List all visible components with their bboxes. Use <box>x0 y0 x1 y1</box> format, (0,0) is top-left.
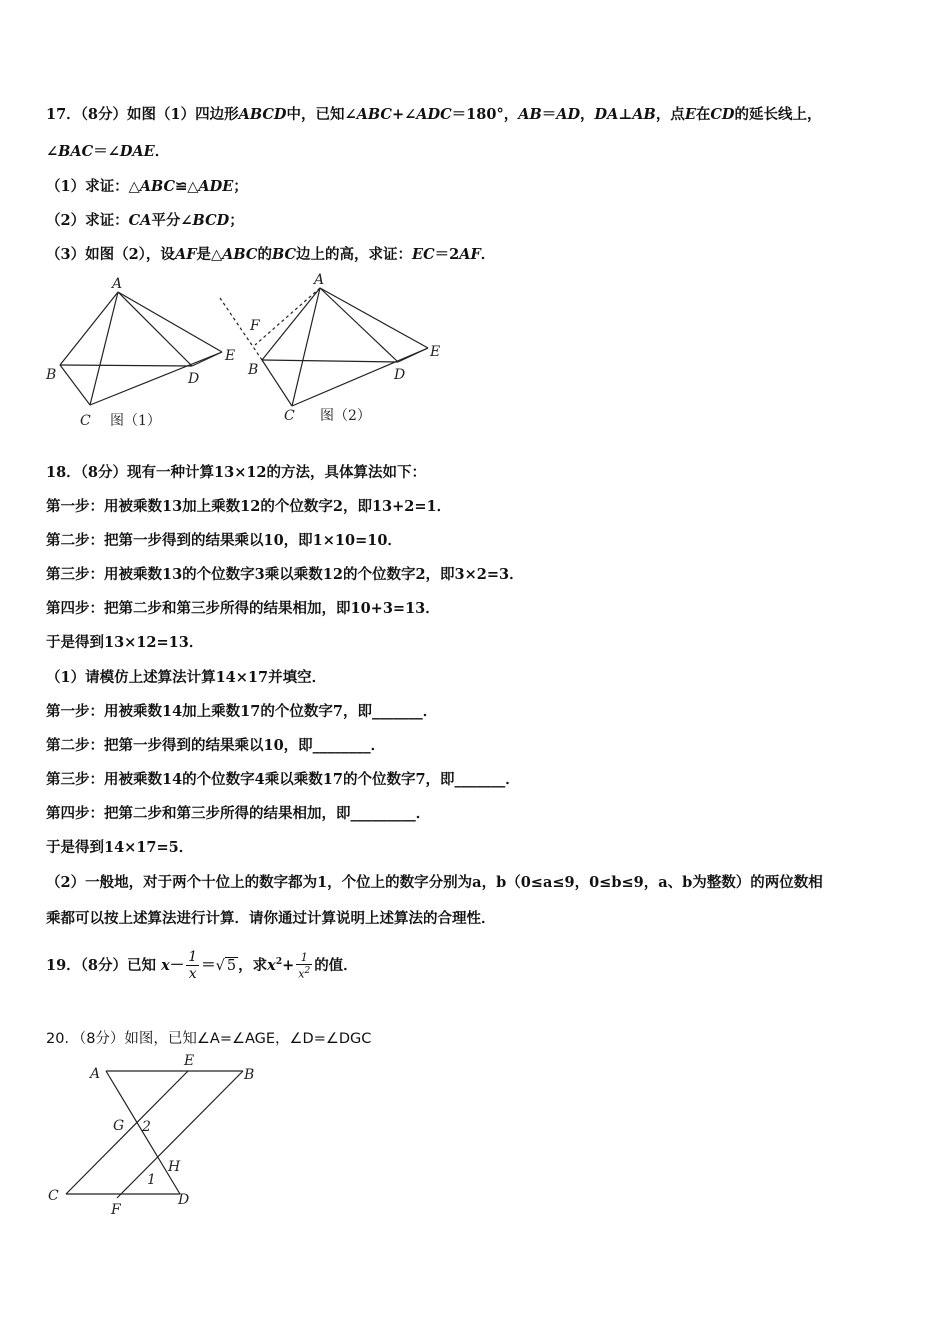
q18-step4: 第四步：把第二步和第三步所得的结果相加，即10+3=13． <box>46 600 440 617</box>
text: 在 <box>695 106 711 123</box>
q18-result: 于是得到13×12=13． <box>46 634 204 651</box>
label-d: D <box>394 367 406 383</box>
q18-step3: 第三步：用被乘数13的个位数字3乘以乘数12的个位数字2，即3×2=3． <box>46 566 524 583</box>
text: ＝∠ <box>93 143 120 160</box>
q18-intro: 18．（8分）现有一种计算13×12的方法，具体算法如下： <box>46 464 427 481</box>
text: ． <box>154 143 170 160</box>
text: BC <box>271 246 297 263</box>
text: （1）求证：△ <box>46 178 140 195</box>
text: CD <box>710 106 735 123</box>
text: ⊥ <box>618 106 633 123</box>
text: 的 <box>257 246 272 263</box>
fraction-one-over-x <box>186 949 199 982</box>
text: x <box>298 967 305 981</box>
q18-part1-result: 于是得到14×17=5． <box>46 839 194 856</box>
text: （2）求证： <box>46 212 129 229</box>
numerator: 1 <box>300 951 308 964</box>
text: 的值． <box>314 956 358 974</box>
text: ． <box>480 246 496 263</box>
text: AF <box>459 246 481 263</box>
q18-part2-line1: （2）一般地，对于两个十位上的数字都为1，个位上的数字分别为a，b（0≤a≤9，0≤b≤9，a、b为整数）的两位数相 <box>46 874 823 891</box>
label-a: A <box>112 276 123 292</box>
text: x <box>161 956 170 974</box>
text: ； <box>233 178 248 195</box>
text: （3）如图（2），设 <box>46 246 175 263</box>
q19-line <box>46 946 358 982</box>
q18-part1-step2: 第二步：把第一步得到的结果乘以10，即________． <box>46 737 386 754</box>
q17-part3 <box>46 243 495 264</box>
exponent: 2 <box>275 957 283 967</box>
text: + <box>282 956 295 974</box>
q18-step1: 第一步：用被乘数13加上乘数12的个位数字2，即13+2=1． <box>46 498 452 515</box>
q17-line2 <box>46 140 169 161</box>
label-b: B <box>244 1067 255 1083</box>
exponent: 2 <box>304 966 311 976</box>
text: ABCD <box>238 106 287 123</box>
q17-part1 <box>46 175 248 196</box>
label-e: E <box>184 1053 195 1069</box>
quadrilateral-diagram-altitude <box>210 270 450 435</box>
label-f: F <box>111 1202 121 1218</box>
text: ； <box>229 212 244 229</box>
text: ＝ <box>541 106 557 123</box>
text: ，求 <box>238 956 268 974</box>
text: ＝ <box>201 956 216 974</box>
label-c: C <box>284 408 295 424</box>
text: 边上的高，求证： <box>296 246 413 263</box>
text: BCD <box>192 212 230 229</box>
text: ∠ <box>46 143 59 160</box>
denominator <box>296 964 312 981</box>
sqrt-five <box>216 957 238 974</box>
text: ＝180°， <box>451 106 519 123</box>
figure-caption: 图（1） <box>110 413 161 429</box>
text: x <box>267 956 276 974</box>
text: BAC <box>58 143 94 160</box>
label-b: B <box>248 362 259 378</box>
label-e: E <box>225 348 236 364</box>
figure-caption: 图（2） <box>320 408 371 424</box>
q18-part2-line2: 乘都可以按上述算法进行计算．请你通过计算说明上述算法的合理性． <box>46 910 496 927</box>
fraction-one-over-x-squared <box>296 951 312 981</box>
denominator: x <box>186 965 199 982</box>
label-g: G <box>113 1118 125 1134</box>
label-a: A <box>90 1066 101 1082</box>
text: ABC <box>222 246 258 263</box>
label-h: H <box>168 1159 181 1175</box>
text: 19．（8分）已知 <box>46 956 157 974</box>
q18-part1: （1）请模仿上述算法计算14×17并填空． <box>46 669 327 686</box>
q18-step2: 第二步：把第一步得到的结果乘以10，即1×10=10． <box>46 532 402 549</box>
q18-part1-step1: 第一步：用被乘数14加上乘数17的个位数字7，即_______． <box>46 703 438 720</box>
text: 是△ <box>196 246 223 263</box>
label-d: D <box>178 1192 190 1208</box>
q17-line1 <box>46 103 822 124</box>
q17-figure-2 <box>210 270 450 435</box>
label-b: B <box>46 367 57 383</box>
text: 平分∠ <box>151 212 193 229</box>
label-e: E <box>430 344 441 360</box>
label-a: A <box>314 272 325 288</box>
text: ABC <box>356 106 392 123</box>
label-d: D <box>188 371 200 387</box>
q20-figure <box>40 1045 280 1225</box>
label-angle-2: 2 <box>142 1119 151 1135</box>
q18-part1-step3: 第三步：用被乘数14的个位数字4乘以乘数17的个位数字7，即_______． <box>46 771 520 788</box>
label-angle-1: 1 <box>147 1172 156 1188</box>
text: AD <box>556 106 581 123</box>
text: AB <box>632 106 656 123</box>
numerator: 1 <box>188 949 198 966</box>
radicand: 5 <box>226 957 237 974</box>
text: EC <box>412 246 435 263</box>
text: +∠ <box>391 106 417 123</box>
text: ， <box>580 106 595 123</box>
text: DAE <box>119 143 155 160</box>
text: ADC <box>416 106 452 123</box>
sqrt-symbol: √ <box>215 957 225 974</box>
text: ABC <box>139 178 176 195</box>
text: 中，已知∠ <box>286 106 357 123</box>
text: E <box>684 106 696 123</box>
q17-part2 <box>46 209 244 230</box>
text: ≌△ <box>175 178 199 195</box>
text: AF <box>174 246 197 263</box>
q20-text: 20．（8分）如图，已知∠A=∠AGE，∠D=∠DGC <box>46 1031 372 1047</box>
text: 17．（8分）如图（1）四边形 <box>46 106 239 123</box>
text: ，点 <box>655 106 685 123</box>
q18-part1-step4: 第四步：把第二步和第三步所得的结果相加，即_________． <box>46 805 431 822</box>
label-c: C <box>80 413 91 429</box>
text: ADE <box>198 178 234 195</box>
text: 的延长线上， <box>734 106 822 123</box>
text: DA <box>594 106 619 123</box>
label-f: F <box>250 318 260 334</box>
text: AB <box>518 106 542 123</box>
text: － <box>169 956 185 974</box>
parallel-lines-diagram <box>40 1045 280 1225</box>
text: ＝2 <box>434 246 460 263</box>
label-c: C <box>48 1188 59 1204</box>
text: CA <box>128 212 152 229</box>
